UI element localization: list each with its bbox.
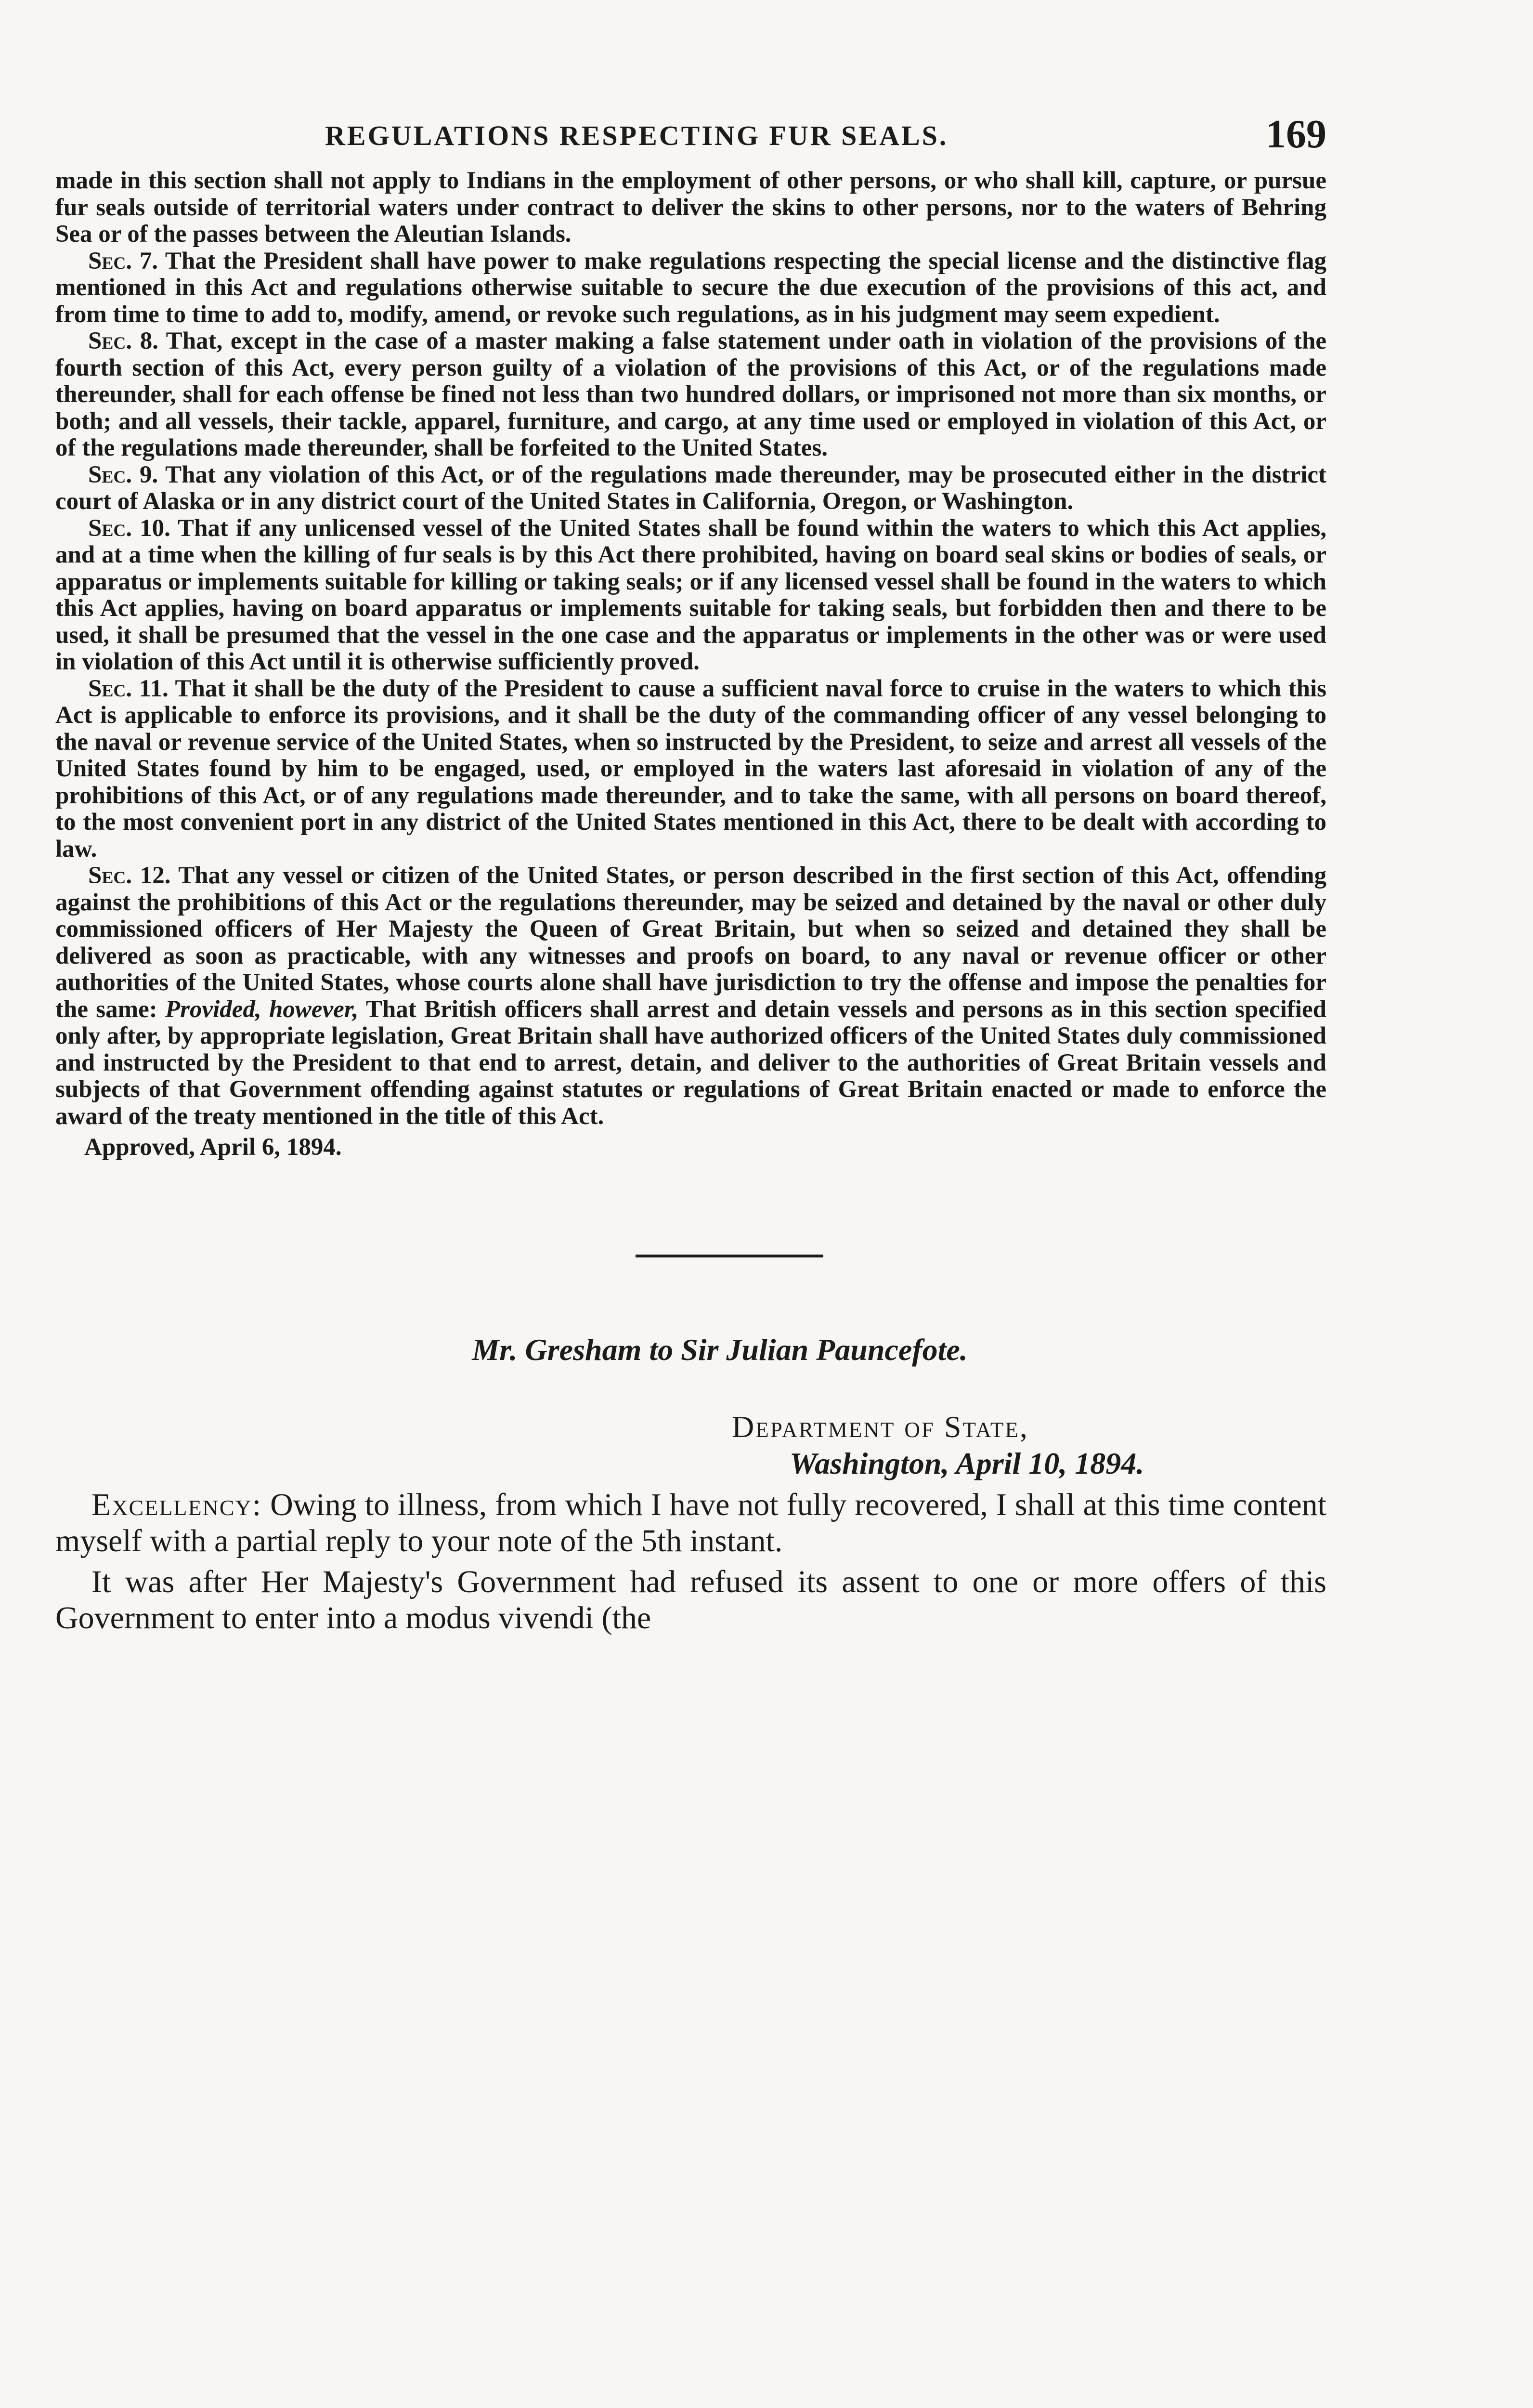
section-divider <box>636 1255 823 1257</box>
section-label: Sec. 11. <box>88 675 169 702</box>
proviso-phrase: Provided, however, <box>165 995 359 1023</box>
dateline <box>55 1409 1326 1482</box>
section-10 <box>55 515 1326 676</box>
approval-line: Approved, April 6, 1894. <box>84 1134 342 1161</box>
running-head <box>55 111 1326 164</box>
section-label: Sec. 8. <box>88 327 158 354</box>
section-9 <box>55 462 1326 515</box>
section-text: That it shall be the duty of the President to cause a sufficient naval force to cruise in the waters to which this Act is applicable to enforce its provisions, and it shall be the duty of the commanding officer of any vessel belonging to the naval or revenue service of the United States, when so instructed by the President, to seize and arrest all vessels of the United States found by him to be engaged, used, or employed in the waters last aforesaid in violation of any of the prohibitions of this Act, or of any regulations made thereunder, and to take the same, with all persons on board thereof, to the most convenient port in any district of the United States mentioned in this Act, there to be dealt with according to law. <box>55 675 1326 863</box>
section-text: That if any unlicensed vessel of the United States shall be found within the waters to which this Act applies, and at a time when the killing of fur seals is by this Act there prohibited, having on board seal skins or bodies of seals, or apparatus or implements suitable for killing or taking seals; or if any licensed vessel shall be found in the waters to which this Act applies, having on board apparatus or implements suitable for taking seals, but forbidden then and there to be used, it shall be presumed that the vessel in the one case and the apparatus or implements in the other was or were used in violation of this Act until it is otherwise sufficiently proved. <box>55 514 1327 675</box>
letter-heading: Mr. Gresham to Sir Julian Pauncefote. <box>472 1333 968 1367</box>
page-number: 169 <box>1266 112 1326 157</box>
section-8 <box>55 328 1326 462</box>
act-continuation-paragraph: made in this section shall not apply to Indians in the employment of other persons, or who shall kill, capture, or pursue fur seals outside of territorial waters under contract to deliver the skins to other persons, nor to the waters of Behring Sea or of the passes between the Aleutian Islands. <box>55 167 1326 248</box>
section-12 <box>55 863 1326 1130</box>
section-label: Sec. 9. <box>88 461 158 488</box>
section-text: That the President shall have power to make regulations respecting the special license and the distinctive flag mentioned in this Act and regulations otherwise suitable to secure the due execution of the provisions of this act, and from time to time to add to, modify, amend, or revoke such regulations, as in his judgment may seem expedient. <box>55 247 1327 328</box>
letter-body <box>55 1487 1326 1636</box>
paragraph-text: Owing to illness, from which I have not fully recovered, I shall at this time content myself with a partial reply to your note of the 5th instant. <box>55 1487 1327 1558</box>
section-7 <box>55 248 1326 328</box>
section-11 <box>55 676 1326 863</box>
dateline-place-date: Washington, April 10, 1894. <box>790 1446 1144 1480</box>
section-text: That any vessel or citizen of the United States, or person described in the first section of this Act, offending against the prohibitions of this Act or the regulations thereunder, may be seized and detained by the naval or other duly commissioned officers of Her Majesty the Queen of Great Britain, but when so seized and detained they shall be delivered as soon as practicable, with any witnesses and proofs on board, to any naval or revenue officer or other authorities of the United States, whose courts alone shall have jurisdiction to try the offense and impose the penalties for the same: <box>55 862 1327 1023</box>
section-text-continued: That British officers shall arrest and detain vessels and persons as in this section specified only after, by appropriate legislation, Great Britain shall have authorized officers of the United States duly commissioned and instructed by the President to that end to arrest, detain, and deliver to the authorities of Great Britain vessels and subjects of that Government offending against statutes or regulations of Great Britain enacted or made to enforce the award of the treaty mentioned in the title of this Act. <box>55 995 1326 1130</box>
dateline-department: Department of State, <box>732 1410 1029 1444</box>
salutation: Excellency: <box>91 1487 262 1522</box>
section-text: That any violation of this Act, or of the regulations made thereunder, may be prosecuted either in the district court of Alaska or in any district court of the United States in California, Oregon, or Washington. <box>55 461 1326 515</box>
letter-paragraph-1 <box>55 1487 1326 1559</box>
act-text <box>55 168 1326 1161</box>
section-text: That, except in the case of a master making a false statement under oath in violation of the provisions of the fourth section of this Act, every person guilty of a violation of the provisions of this Act, or of the regulations made thereunder, shall for each offense be fined not less than two hundred dollars, or imprisoned not more than six months, or both; and all vessels, their tackle, apparel, furniture, and cargo, at any time used or employed in violation of this Act, or of the regulations made thereunder, shall be forfeited to the United States. <box>55 327 1326 461</box>
letter-paragraph-2: It was after Her Majesty's Government had refused its assent to one or more offers of this Government to enter into a modus vivendi (the <box>55 1564 1326 1636</box>
section-label: Sec. 12. <box>88 862 171 889</box>
running-title: REGULATIONS RESPECTING FUR SEALS. <box>325 120 948 151</box>
section-label: Sec. 10. <box>88 514 170 542</box>
section-label: Sec. 7. <box>88 247 158 275</box>
document-page <box>55 111 1326 1636</box>
